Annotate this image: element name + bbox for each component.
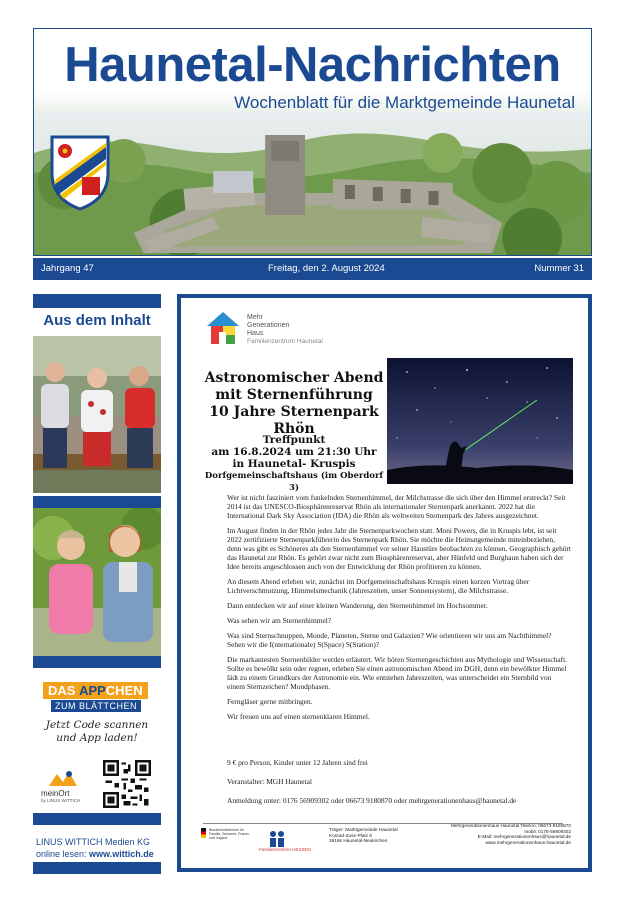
photo-two-women — [33, 508, 161, 656]
registration-info: Anmeldung unter: 0176 56909302 oder 06673 9180870 oder mehrgenerationenhaus@haunetal.de — [227, 796, 517, 805]
paragraph: Im August finden in der Rhön jedes Jahr die Sternenparkwochen statt. Moni Powers, die in Kruspis lebt, ist seit 2022 zertifizierte Sternenparkführerin des Sternenpark Rhön. Sie möchte die Heimatgemeinde miteinbeziehen, denn was gibt es Schöneres als den Sternenhimmel vor seiner Haustüre beobachten zu können. Geographisch gehört das Haunetal zur Rhön. Es gehört zwar nicht zum Biosphärenreservat, aber Hünfeld und Burghaun haben sich der Idee bereits angeschlossen auch von der Entwicklung der Rhön profitieren zu können. — [227, 526, 571, 571]
online-read-line: online lesen: www.wittich.de — [36, 849, 154, 859]
night-sky-photo — [387, 358, 573, 484]
group-photo-three-people — [33, 336, 161, 493]
paragraph: An diesem Abend erleben wir, zunächst im Dorfgemeinschaftshaus Kruspis einen kurzen Vortrag über Lichtverschmutzung, Himmelsmechanik (Jahreszeiten, unser Sonnensystem), die Milchstrasse. — [227, 577, 530, 595]
qr-code-icon[interactable] — [103, 760, 151, 808]
newspaper-subtitle: Wochenblatt für die Marktgemeinde Haunetal — [234, 93, 575, 112]
app-banner-line2: ZUM BLÄTTCHEN — [51, 700, 141, 712]
date-bar — [33, 258, 592, 280]
meeting-label: Treffpunkt — [262, 434, 326, 446]
meeting-place: in Haunetal- Kruspis — [232, 458, 356, 470]
meeting-info — [199, 434, 389, 494]
paragraph: Wir freuen uns auf einen sternenklaren Himmel. — [227, 712, 370, 721]
paragraph: Wer ist nicht fasziniert vom funkelnden Sternenhimmel, der Milchstrasse die sich über den Himmel erstreckt? Seit 2014 ist das UNESCO-Biosphärenreservat Rhön als internationaler Sternenpark anerkannt. 2022 hat die International Dark Sky Association (IDA) die Rhön als weltweiten Sternenpark des Jahres ausgezeichnet. — [227, 493, 566, 520]
sponsor-address: Träger: Marktgemeinde Haunetal Konrad-Zuse-Platz 6 36166 Haunetal-Neukirchen — [329, 827, 398, 844]
mgh-logo-text: Mehr Generationen Haus Familienzentrum Haunetal — [247, 314, 323, 345]
sidebar-footer-band — [33, 862, 161, 874]
contents-heading: Aus dem Inhalt — [43, 312, 151, 329]
publisher-url[interactable]: www.wittich.de — [89, 849, 154, 859]
organizer-info: Veranstalter: MGH Haunetal — [227, 777, 312, 786]
haunetal-coat-of-arms-icon — [48, 133, 112, 211]
masthead — [33, 28, 592, 256]
event-description — [227, 493, 571, 727]
meinort-by-label: by LINUS WITTICH — [41, 798, 81, 803]
mehrgenerationenhaus-logo-icon — [205, 310, 241, 346]
familienzentren-label: Familienzentren HESSEN — [259, 847, 311, 852]
meinort-logo-icon — [45, 768, 81, 788]
app-banner-line1: DAS APPCHEN — [43, 682, 148, 699]
meinort-label: meinOrt — [41, 789, 70, 798]
paragraph: Dann entdecken wir auf einer kleinen Wanderung, den Sternenhimmel im Hochsommer. — [227, 601, 488, 610]
paragraph: Was sind Sternschnuppen, Monde, Planeten, Sterne und Galaxien? Wie orientieren wir uns am Nachthimmel? Sehen wir die I(nternationale) S(Space) S(Station)? — [227, 631, 552, 649]
publisher-name: LINUS WITTICH Medien KG — [36, 837, 151, 847]
newspaper-title: Haunetal-Nachrichten — [64, 38, 561, 92]
sidebar-mid-band — [33, 496, 161, 508]
price-info: 9 € pro Person, Kinder unter 12 Jahren sind frei — [227, 758, 368, 767]
app-promo — [33, 668, 161, 813]
sidebar-lower-band — [33, 656, 161, 668]
castle-ruin-photo — [34, 113, 591, 256]
sidebar-bottom-band — [33, 813, 161, 825]
paragraph: Ferngläser gerne mitbringen. — [227, 697, 313, 706]
paragraph: Was sehen wir am Sternenhimmel? — [227, 616, 332, 625]
volume-label: Jahrgang 47 — [41, 263, 94, 274]
sidebar-top-band — [33, 294, 161, 308]
mgh-contact: Mehrgenerationenhaus Haunetal Telefon: 06673-9180870 mobil: 0176-56909302 E-Mail: mehrgenerationenhaus@haunetal.de www.mehrgenerationenhaus-haunetal.de — [450, 823, 571, 845]
paragraph: Die markantesten Sternenbilder werden erläutert. Wir hören Sternengeschichten aus Mythologie und Wissenschaft. Sollte es bewölkt sein oder regnen, erleben Sie einen astronomischen Abend im DGH, denn ein bewölkter Himmel lädt zu einem Grundkurs der Astronomie ein. Wie entstehen Jahreszeiten, was unterscheidet ein Sternbild von einem Sternzeichen? Mondphasen. — [227, 655, 568, 691]
publisher-info — [36, 836, 164, 860]
federal-ministry-label: Bundesministerium für Familie, Senioren, Frauen und Jugend — [209, 828, 250, 840]
issue-number: Nummer 31 — [534, 263, 584, 274]
issue-date: Freitag, den 2. August 2024 — [268, 263, 385, 274]
meeting-venue: Dorfgemeinschaftshaus (im Oberdorf 3) — [204, 471, 384, 493]
load-app-text: und App laden! — [56, 732, 138, 744]
meeting-time: am 16.8.2024 um 21:30 Uhr — [211, 446, 377, 458]
event-title: Astronomischer Abend mit Sternenführung 10 Jahre Sternenpark Rhön — [204, 370, 384, 437]
scan-code-text: Jetzt Code scannen — [45, 719, 149, 731]
event-practical-info — [227, 758, 571, 815]
event-poster — [177, 294, 592, 872]
